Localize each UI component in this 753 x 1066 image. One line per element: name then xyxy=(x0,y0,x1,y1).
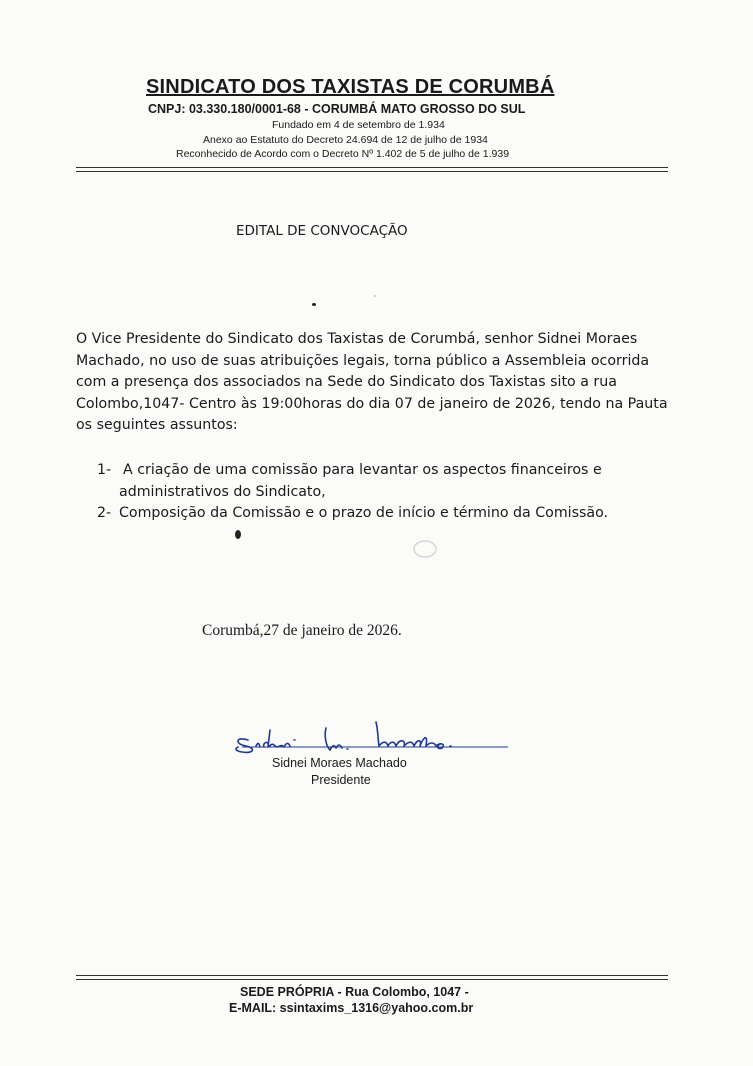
agenda-item-text: A criação de uma comissão para levantar os aspectos financeiros e xyxy=(123,462,602,478)
footer-address: SEDE PRÓPRIA - Rua Colombo, 1047 - xyxy=(240,985,469,999)
body-line: Colombo,1047- Centro às 19:00horas do dia 07 de janeiro de 2026, tendo na Pauta xyxy=(76,395,668,412)
date-line: Corumbá,27 de janeiro de 2026. xyxy=(202,622,402,639)
handwritten-signature xyxy=(226,716,516,756)
recognized-line: Reconhecido de Acordo com o Decreto Nº 1.402 de 5 de julho de 1.939 xyxy=(176,148,510,160)
agenda-item xyxy=(97,460,608,482)
footer-email: E-MAIL: ssintaxims_1316@yahoo.com.br xyxy=(229,1001,474,1015)
agenda-item xyxy=(97,503,608,525)
agenda-list xyxy=(97,460,608,525)
notice-body xyxy=(76,329,716,437)
header-divider-top xyxy=(76,167,668,168)
footer-divider-top xyxy=(76,975,668,976)
org-name: SINDICATO DOS TAXISTAS DE CORUMBÁ xyxy=(146,76,555,98)
agenda-item-number: 1- xyxy=(97,462,112,478)
founded-line: Fundado em 4 de setembro de 1.934 xyxy=(272,119,445,131)
annex-line: Anexo ao Estatuto do Decreto 24.694 de 12 de julho de 1934 xyxy=(203,134,488,146)
scan-speck xyxy=(235,530,241,539)
agenda-item-text: Composição da Comissão e o prazo de início e término da Comissão. xyxy=(119,505,609,521)
scan-speck xyxy=(374,295,376,297)
header-divider-bottom xyxy=(76,171,668,172)
signer-name: Sidnei Moraes Machado xyxy=(272,756,407,770)
signer-role: Presidente xyxy=(311,773,371,787)
footer-divider-bottom xyxy=(76,979,668,980)
agenda-item-continuation: administrativos do Sindicato, xyxy=(119,483,326,500)
scan-speck xyxy=(312,303,316,306)
body-line: os seguintes assuntos: xyxy=(76,417,238,433)
notice-title: EDITAL DE CONVOCAÇÃO xyxy=(236,223,408,239)
agenda-item-number: 2- xyxy=(97,505,112,521)
cnpj-line: CNPJ: 03.330.180/0001-68 - CORUMBÁ MATO GROSSO DO SUL xyxy=(148,102,526,116)
body-line: com a presença dos associados na Sede do Sindicato dos Taxistas sito a rua xyxy=(76,374,617,390)
body-line: Machado, no uso de suas atribuições legais, torna público a Assembleia ocorrida xyxy=(76,352,650,369)
scan-smudge xyxy=(410,537,440,561)
body-line: O Vice Presidente do Sindicato dos Taxistas de Corumbá, senhor Sidnei Moraes xyxy=(76,331,638,347)
